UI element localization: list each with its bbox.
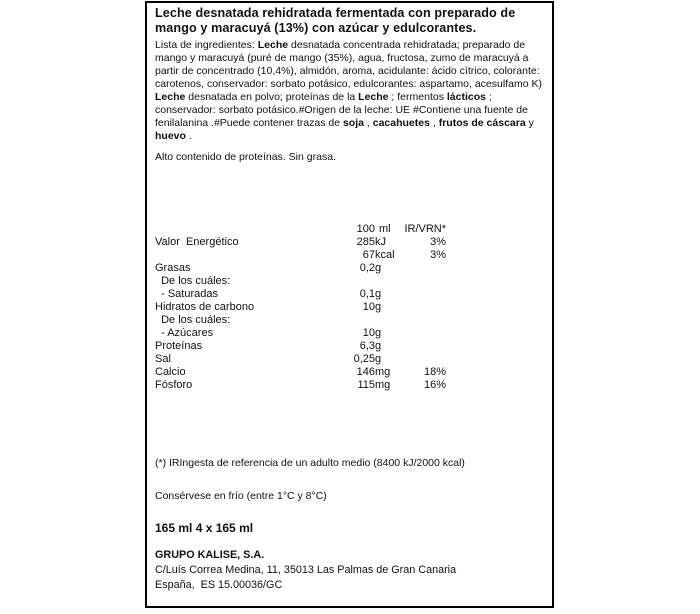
nutrient-name: Hidratos de carbono (155, 301, 255, 313)
nutrient-amount: 0,2 (359, 262, 375, 274)
nutrient-amount: 146 (356, 366, 375, 378)
nutrient-amount: 115 (357, 379, 375, 391)
nutrient-name: - Saturadas (155, 288, 218, 300)
ingredients-text (155, 39, 548, 143)
nutrient-ri-percent (402, 353, 446, 366)
storage-instructions: Consérvese en frío (entre 1°C y 8°C) (155, 490, 327, 502)
ingredient-allergen: soja (342, 117, 364, 129)
nutrient-ri-percent (402, 301, 446, 314)
nutrition-row (155, 327, 455, 340)
ingredient-text-segment: ; conservador: sorbato potásico.#Origen de la leche: UE #Contiene una fuente de fenilalanina .#Puede contener trazas de (155, 91, 528, 129)
nutrient-unit (375, 314, 402, 327)
ingredient-text-segment: y (525, 117, 534, 129)
nutrient-ri-percent: 18% (423, 366, 446, 378)
nutrient-ri-percent (402, 340, 446, 353)
ingredient-text-segment: desnatada concentrada rehidratada; preparado de mango y maracuyá (puré de mango (35%), agua, fructosa, zumo de maracuyá a partir de concentrado (10,4%), almidón, aroma, acidulante: ácido cítrico, colorante: carotenos, conservador: sorbato potásico, edulcorantes: aspartamo, acesulfamo K) (155, 39, 542, 90)
ingredient-text-segment: . (185, 130, 192, 142)
nutrient-amount: 6,3 (359, 340, 375, 352)
nutrient-name: Calcio (155, 366, 186, 378)
nutrient-unit: mg (375, 366, 391, 378)
nutrient-unit: g (375, 340, 382, 352)
ingredient-allergen: frutos de cáscara (438, 117, 526, 129)
nutrition-row (155, 340, 455, 353)
nutrient-unit: kcal (375, 249, 395, 261)
nutrient-amount (323, 314, 375, 327)
nutrient-unit: g (375, 262, 382, 274)
nutrition-row (155, 379, 455, 392)
nutrition-table (155, 223, 455, 392)
ingredient-allergen: lácticos (446, 91, 486, 103)
manufacturer-address: C/Luís Correa Medina, 11, 35013 Las Palmas de Gran Canaria (155, 563, 457, 576)
nutrient-name (155, 249, 323, 262)
nutrient-unit: g (375, 327, 382, 339)
nutrient-amount: 285 (356, 236, 375, 248)
manufacturer-block (155, 548, 548, 592)
ingredient-text-segment: , (429, 117, 439, 129)
nutrient-unit (375, 275, 402, 288)
nutrient-amount: 10 (362, 327, 375, 339)
nutrient-amount: 0,25 (353, 353, 375, 365)
nutrition-header-row (155, 223, 455, 236)
nutrient-unit: g (375, 288, 382, 300)
nutrient-unit: g (375, 353, 382, 365)
nutrient-unit: kJ (375, 236, 386, 248)
nutrient-ri-percent: 16% (423, 379, 446, 391)
nutrient-ri-percent: 3% (430, 249, 446, 261)
ri-footnote: (*) IRIngesta de referencia de un adulto medio (8400 kJ/2000 kcal) (155, 457, 465, 469)
ingredient-allergen: Leche (358, 91, 389, 103)
nutrient-unit: mg (375, 379, 391, 391)
nutrient-name: De los cuáles: (155, 314, 231, 326)
product-title: Leche desnatada rehidratada fermentada con preparado de mango y maracuyá (13%) con azúcar y edulcorantes. (155, 6, 516, 35)
nutrient-name: - Azúcares (155, 327, 214, 339)
nutrient-name: De los cuáles: (155, 275, 231, 287)
pack-size: 165 ml 4 x 165 ml (155, 521, 254, 535)
nutrient-ri-percent (402, 327, 446, 340)
nutrient-name (155, 223, 323, 236)
nutrient-ri-percent (402, 288, 446, 301)
manufacturer-name: GRUPO KALISE, S.A. (155, 549, 265, 561)
nutrition-row (155, 262, 455, 275)
nutrition-row (155, 314, 455, 327)
nutrient-unit: ml (379, 223, 391, 235)
nutrient-amount: 0,1 (359, 288, 375, 300)
nutrient-name: Grasas (155, 262, 191, 274)
nutrition-row (155, 301, 455, 314)
nutrition-row (155, 353, 455, 366)
nutrient-ri-percent (402, 314, 446, 327)
product-label (145, 1, 554, 608)
nutrient-amount (323, 275, 375, 288)
nutrient-ri-percent: IR/VRN* (404, 223, 446, 235)
nutrient-amount: 67 (362, 249, 375, 261)
nutrient-name: Valor Energético (155, 236, 239, 248)
nutrient-ri-percent (402, 275, 446, 288)
nutrition-row (155, 366, 455, 379)
ingredient-allergen: Leche (257, 39, 289, 51)
ingredient-text-segment: ; fermentos (388, 91, 447, 103)
ingredient-allergen: huevo (155, 130, 186, 142)
nutrient-amount: 100 (356, 223, 375, 235)
nutrient-unit: g (375, 301, 382, 313)
ingredient-text-segment: , (363, 117, 373, 129)
nutrient-ri-percent: 3% (430, 236, 446, 248)
nutrient-ri-percent (402, 262, 446, 275)
nutrition-row (155, 275, 455, 288)
ingredient-allergen: cacahuetes (372, 117, 430, 129)
nutrient-name: Proteínas (155, 340, 203, 352)
nutrient-name: Sal (155, 353, 171, 365)
nutrition-claim: Alto contenido de proteínas. Sin grasa. (155, 151, 336, 163)
ingredient-allergen: Leche (155, 91, 186, 103)
manufacturer-registration: España, ES 15.00036/GC (155, 578, 283, 591)
nutrient-name: Fósforo (155, 379, 193, 391)
ingredient-text-segment: desnatada en polvo; proteínas de la (185, 91, 359, 103)
nutrition-row (155, 236, 455, 249)
ingredient-text-segment: Lista de ingredientes: (155, 39, 258, 51)
nutrition-row (155, 249, 455, 262)
nutrient-amount: 10 (362, 301, 375, 313)
nutrition-row (155, 288, 455, 301)
